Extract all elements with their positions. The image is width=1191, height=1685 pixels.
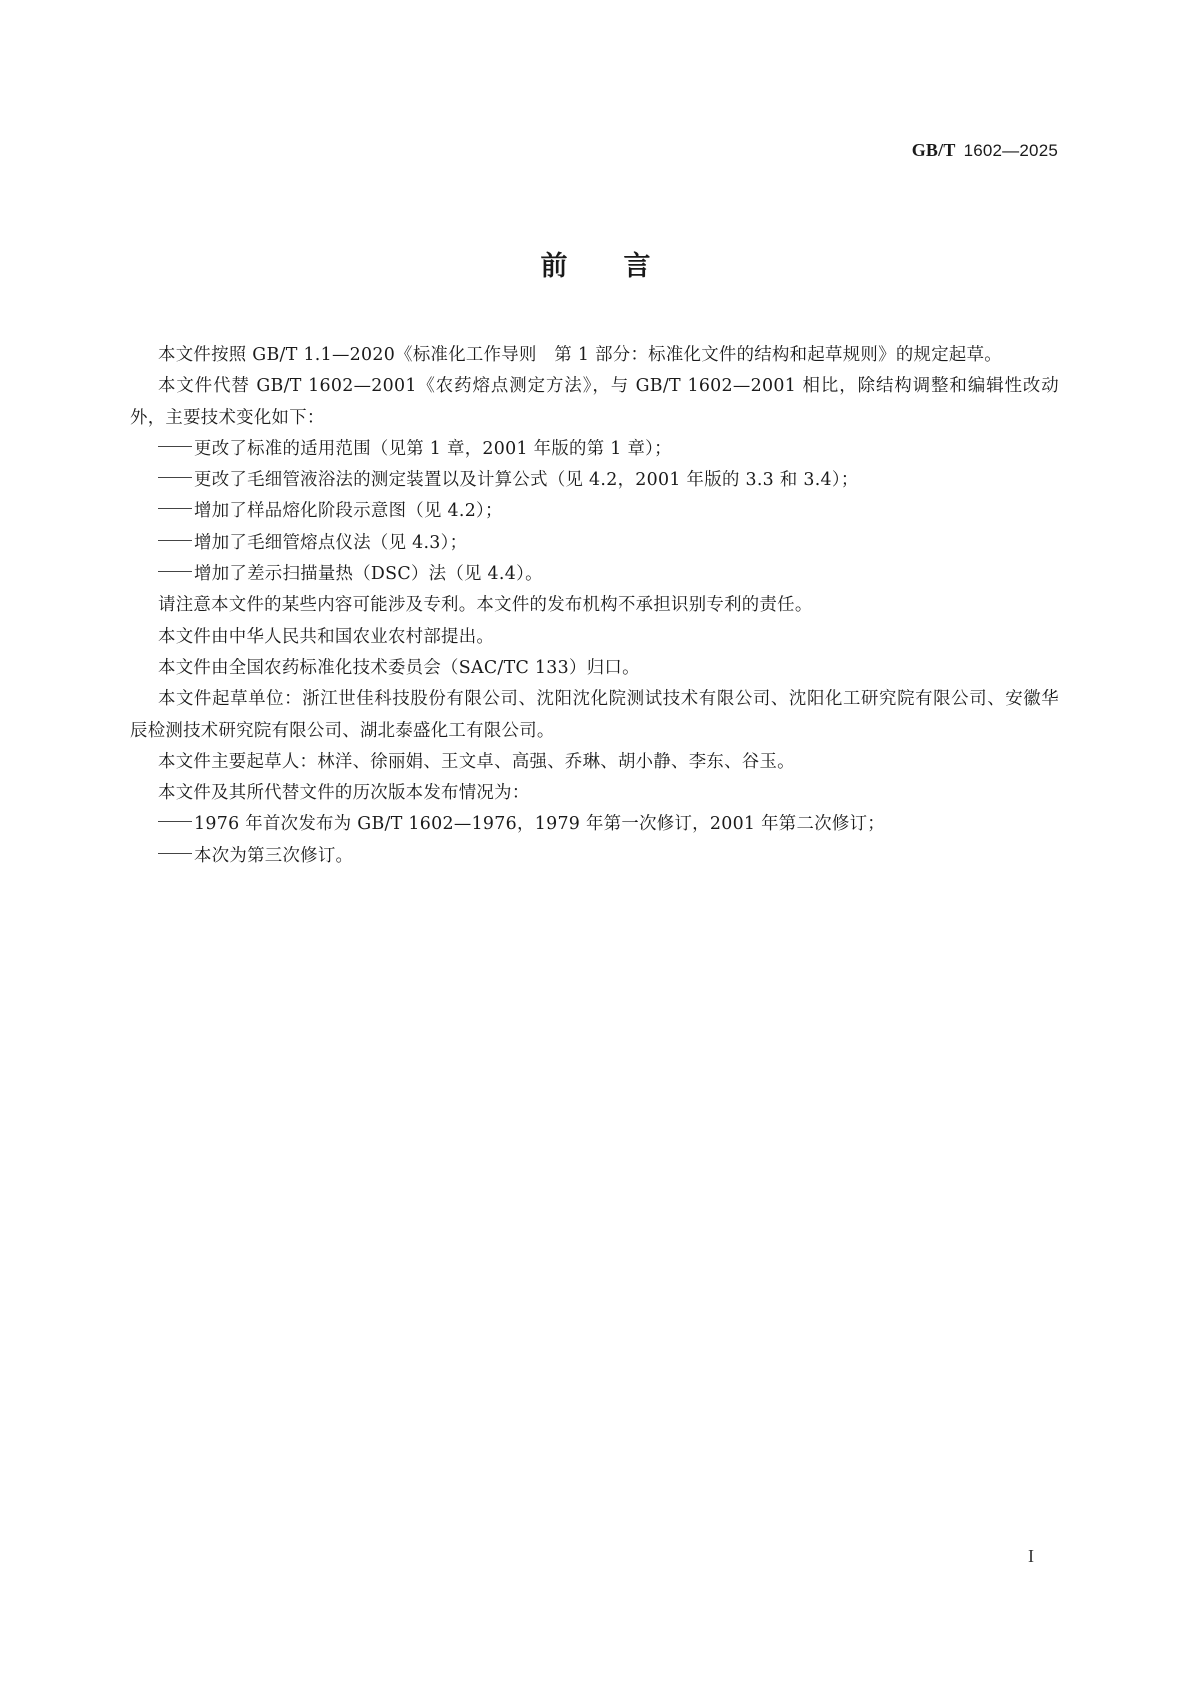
list-item-history: [130, 841, 1059, 872]
change-text: 增加了样品熔化阶段示意图（见 4.2）；: [194, 501, 503, 522]
list-item-change: [130, 434, 1059, 465]
paragraph-proposer: 本文件由中华人民共和国农业农村部提出。: [158, 626, 495, 647]
history-text: 1976 年首次发布为 GB/T 1602—1976，1979 年第一次修订，2001 年第二次修订；: [194, 814, 885, 835]
change-text: 增加了差示扫描量热（DSC）法（见 4.4）。: [194, 564, 543, 585]
em-dash-bullet: [158, 821, 192, 822]
foreword-body: [130, 340, 1059, 872]
paragraph-replacement: 本文件代替 GB/T 1602—2001《农药熔点测定方法》，与 GB/T 1602—2001 相比，除结构调整和编辑性改动外，主要技术变化如下：: [130, 376, 1059, 428]
em-dash-bullet: [158, 446, 192, 447]
paragraph-centralizer: 本文件由全国农药标准化技术委员会（SAC/TC 133）归口。: [158, 657, 640, 678]
paragraph-drafting-basis: 本文件按照 GB/T 1.1—2020《标准化工作导则 第 1 部分：标准化文件的结构和起草规则》的规定起草。: [158, 345, 1002, 365]
standard-prefix: GB/T: [911, 140, 956, 160]
em-dash-bullet: [158, 571, 192, 572]
em-dash-bullet: [158, 477, 192, 478]
paragraph-main-drafters: 本文件主要起草人：林洋、徐丽娟、王文卓、高强、乔琳、胡小静、李东、谷玉。: [158, 751, 795, 772]
list-item-change: [130, 559, 1059, 590]
em-dash-bullet: [158, 853, 192, 854]
paragraph-history-intro: 本文件及其所代替文件的历次版本发布情况为：: [158, 783, 530, 804]
page-title: 前言: [540, 251, 707, 282]
list-item-change: [130, 465, 1059, 496]
change-text: 更改了标准的适用范围（见第 1 章，2001 年版的第 1 章）；: [194, 438, 672, 459]
paragraph-patent-notice: 请注意本文件的某些内容可能涉及专利。本文件的发布机构不承担识别专利的责任。: [158, 595, 813, 616]
list-item-change: [130, 528, 1059, 559]
list-item-history: [130, 809, 1059, 840]
list-item-change: [130, 496, 1059, 527]
history-text: 本次为第三次修订。: [194, 845, 354, 866]
em-dash-bullet: [158, 540, 192, 541]
em-dash-bullet: [158, 508, 192, 509]
paragraph-drafting-units: 本文件起草单位：浙江世佳科技股份有限公司、沈阳沈化院测试技术有限公司、沈阳化工研究院有限公司、安徽华辰检测技术研究院有限公司、湖北泰盛化工有限公司。: [130, 689, 1059, 741]
standard-number: 1602—2025: [963, 141, 1058, 160]
change-text: 更改了毛细管液浴法的测定装置以及计算公式（见 4.2，2001 年版的 3.3 和 3.4）；: [194, 470, 859, 491]
change-text: 增加了毛细管熔点仪法（见 4.3）；: [194, 532, 468, 553]
page-number: I: [1028, 1546, 1034, 1566]
standard-code-header: [912, 140, 1058, 161]
